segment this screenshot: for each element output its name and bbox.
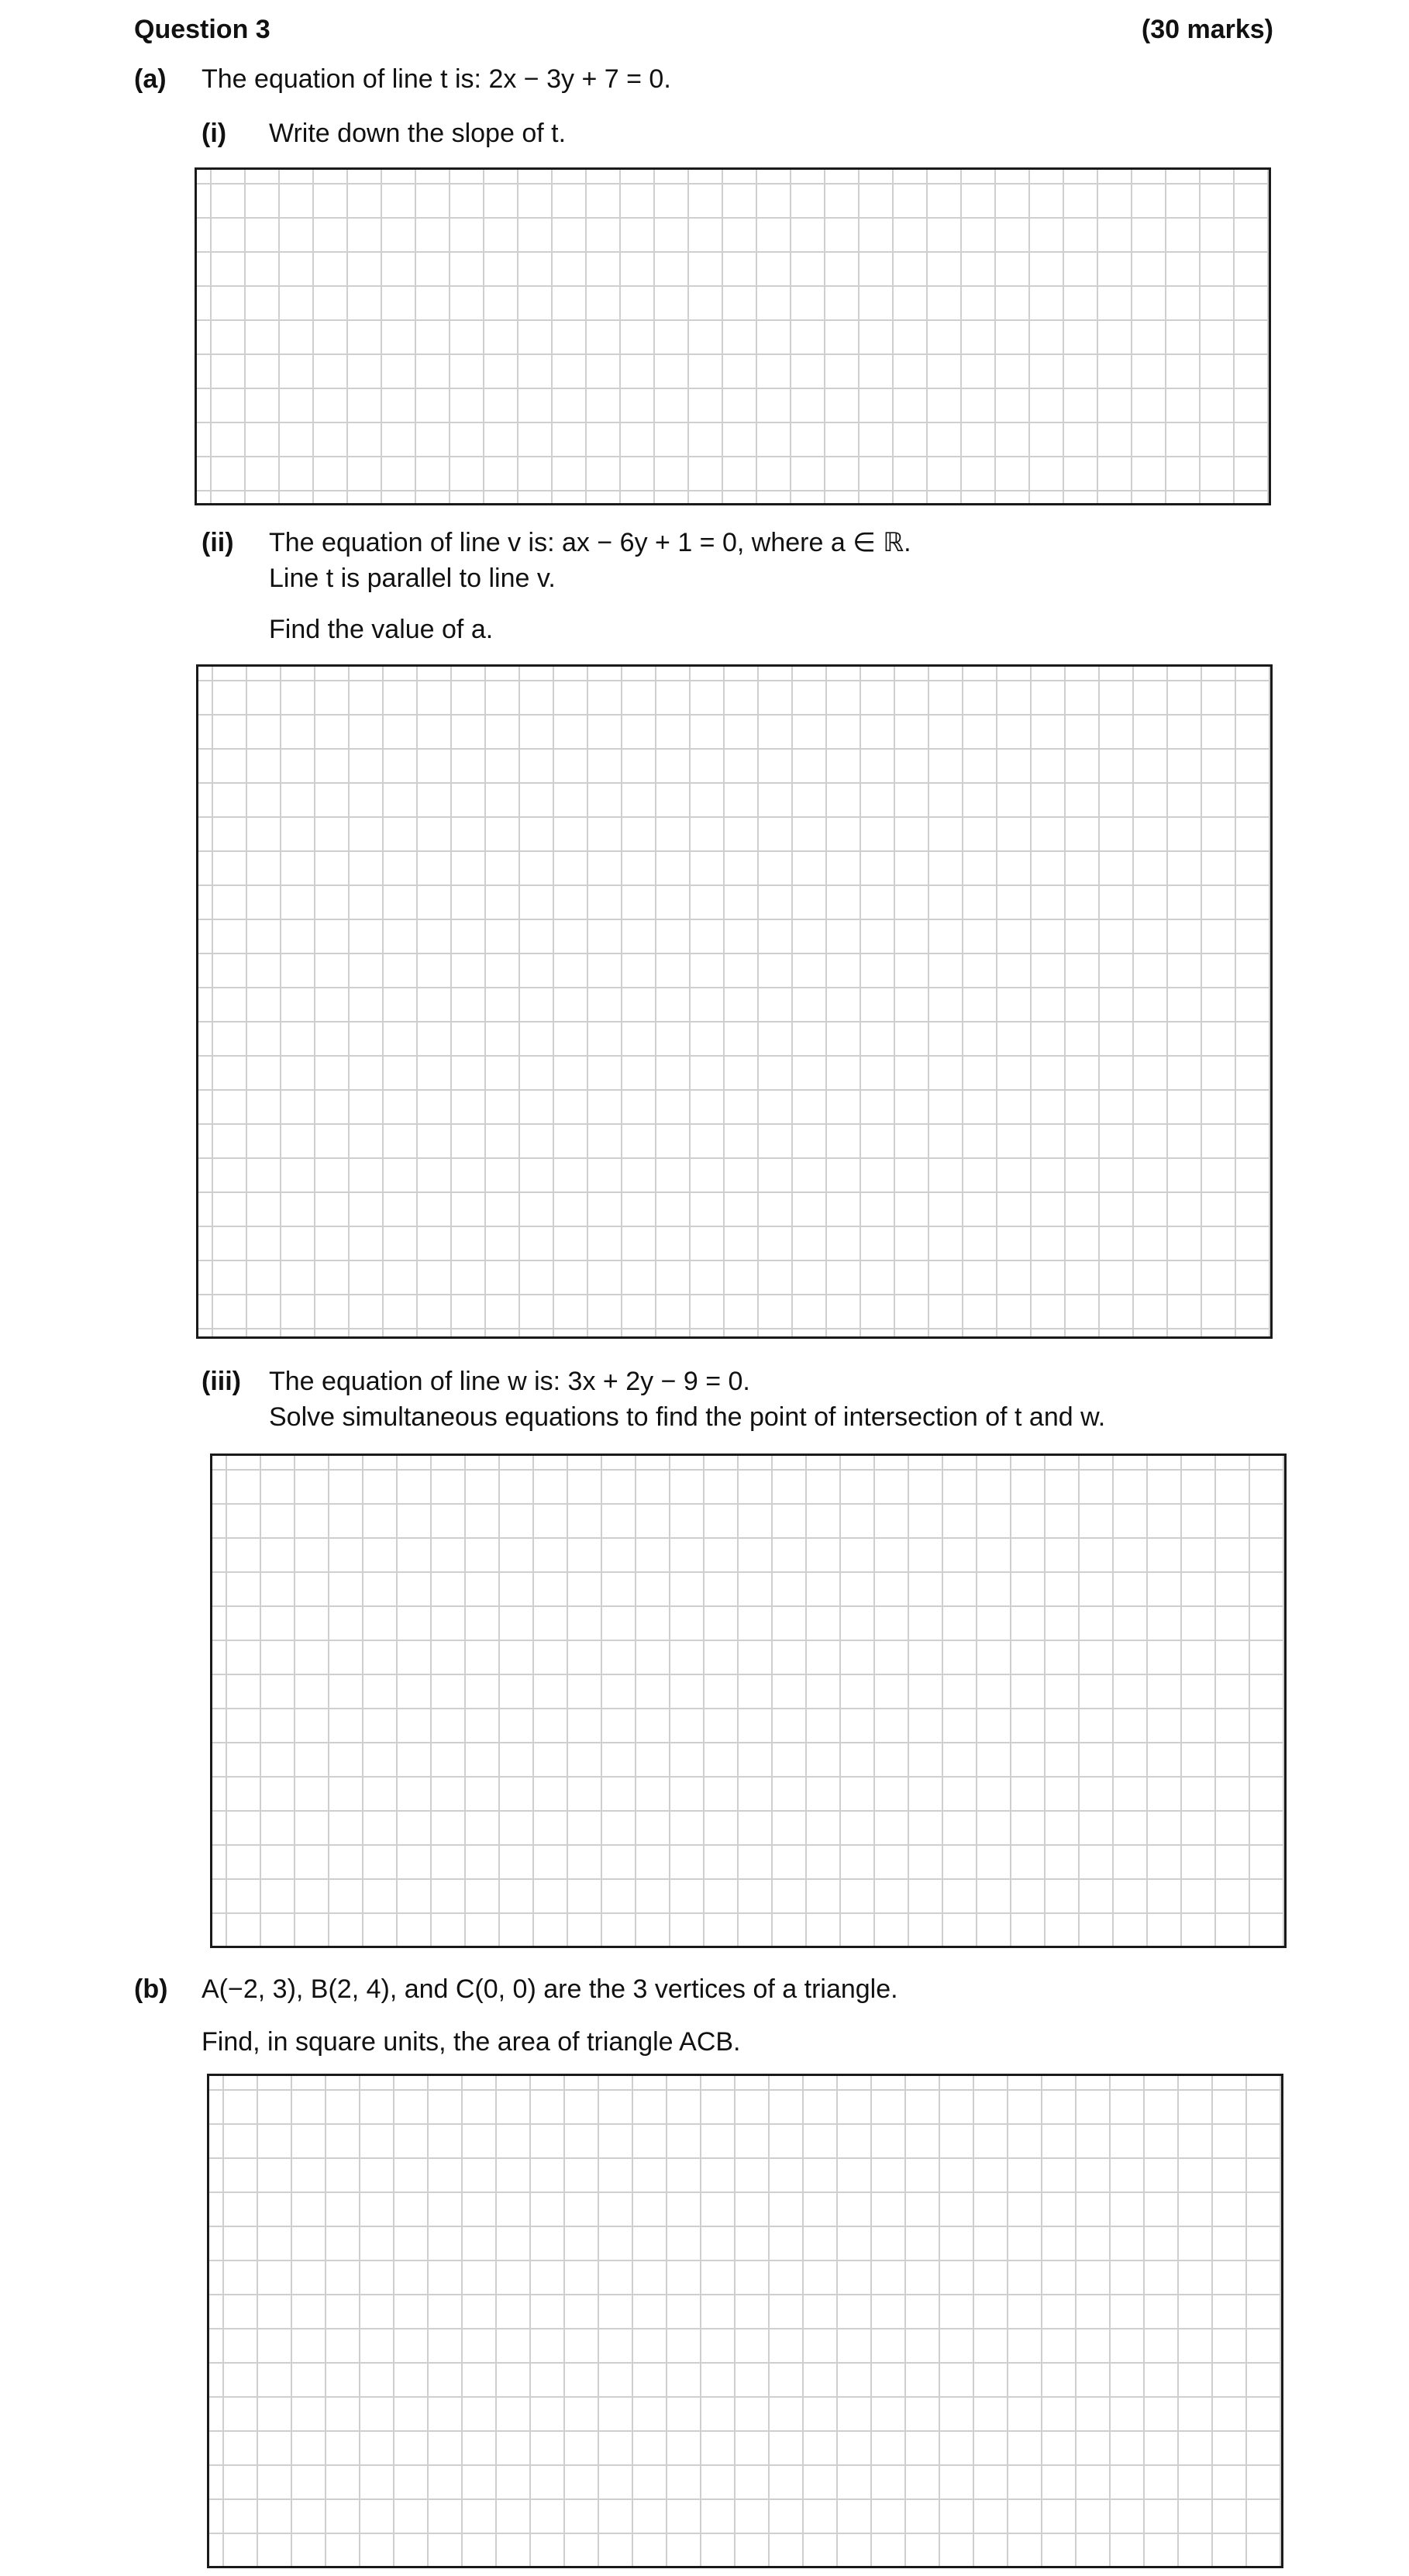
part-b-line1: A(−2, 3), B(2, 4), and C(0, 0) are the 3 vertices of a triangle. xyxy=(202,1974,898,2004)
part-a-ii-line2: Line t is parallel to line v. xyxy=(269,564,556,593)
answer-box-a-ii[interactable] xyxy=(196,664,1273,1339)
part-a-iii-line1: The equation of line w is: 3x + 2y − 9 = 0. xyxy=(269,1367,750,1396)
part-a-ii-line1: The equation of line v is: ax − 6y + 1 = 0, where a ∈ ℝ. xyxy=(269,528,911,557)
part-a-i-text: Write down the slope of t. xyxy=(269,119,567,148)
answer-box-b[interactable] xyxy=(207,2074,1283,2568)
part-a-i-label: (i) xyxy=(202,119,227,148)
question-marks: (30 marks) xyxy=(1141,15,1273,44)
part-a-intro: The equation of line t is: 2x − 3y + 7 = 0. xyxy=(202,64,671,94)
answer-box-a-i[interactable] xyxy=(195,167,1271,505)
part-a-label: (a) xyxy=(134,64,167,94)
part-a-iii-line2: Solve simultaneous equations to find the point of intersection of t and w. xyxy=(269,1402,1106,1432)
question-title: Question 3 xyxy=(134,15,270,44)
part-a-iii-label: (iii) xyxy=(202,1367,241,1396)
part-b-label: (b) xyxy=(134,1974,168,2004)
part-a-ii-line3: Find the value of a. xyxy=(269,615,494,644)
part-b-line2: Find, in square units, the area of triangle ACB. xyxy=(202,2027,741,2057)
answer-box-a-iii[interactable] xyxy=(210,1454,1287,1948)
part-a-ii-label: (ii) xyxy=(202,528,234,557)
